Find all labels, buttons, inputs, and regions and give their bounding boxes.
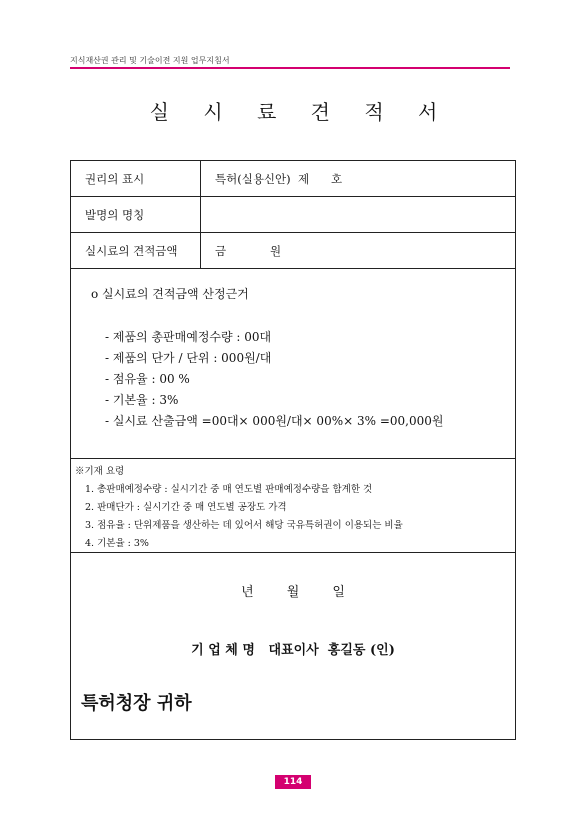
row-invention-name bbox=[71, 197, 515, 233]
running-header: 지식재산권 관리 및 기술이전 지원 업무지침서 bbox=[70, 56, 230, 65]
basis-heading: o 실시료의 견적금액 산정근거 bbox=[91, 287, 249, 301]
basis-item: - 실시료 산출금액 =00대× 000원/대× 00%× 3% =00,000원 bbox=[105, 414, 444, 428]
guide-item: 1. 총판매예정수량 : 실시기간 중 매 연도별 판매예정수량을 합계한 것 bbox=[85, 484, 373, 495]
header-divider bbox=[70, 67, 510, 69]
guide-item: 3. 점유율 : 단위제품을 생산하는 데 있어서 해당 국유특허권이 이용되는 비율 bbox=[85, 520, 403, 531]
signature-line: 기 업 체 명 대표이사 홍길동 (인) bbox=[191, 643, 395, 658]
date-line: 년 월 일 bbox=[241, 585, 345, 600]
rights-value: 특허(실용신안) 제 호 bbox=[215, 171, 343, 186]
estimate-amount-label: 실시료의 견적금액 bbox=[71, 233, 201, 268]
calculation-basis bbox=[71, 269, 515, 459]
form-frame bbox=[70, 160, 516, 740]
invention-name-label: 발명의 명칭 bbox=[71, 197, 201, 232]
basis-item: - 제품의 총판매예정수량 : 00대 bbox=[105, 330, 272, 344]
rights-label: 권리의 표시 bbox=[71, 161, 201, 196]
estimate-amount-value: 금 원 bbox=[215, 243, 282, 258]
guide-title: ※기재 요령 bbox=[75, 466, 125, 477]
basis-item: - 기본율 : 3% bbox=[105, 393, 179, 407]
addressee: 특허청장 귀하 bbox=[81, 693, 192, 714]
document-title: 실 시 료 견 적 서 bbox=[149, 100, 452, 124]
writing-guide bbox=[71, 459, 515, 553]
invention-name-value bbox=[201, 197, 515, 232]
guide-item: 2. 판매단가 : 실시기간 중 매 연도별 공장도 가격 bbox=[85, 502, 287, 513]
row-rights bbox=[71, 161, 515, 197]
guide-item: 4. 기본율 : 3% bbox=[85, 538, 149, 549]
basis-list bbox=[105, 327, 443, 432]
basis-item: - 제품의 단가 / 단위 : 000원/대 bbox=[105, 351, 272, 365]
guide-list bbox=[85, 481, 403, 553]
row-estimate-amount bbox=[71, 233, 515, 269]
basis-item: - 점유율 : 00 % bbox=[105, 372, 190, 386]
page-number: 114 bbox=[275, 775, 311, 789]
